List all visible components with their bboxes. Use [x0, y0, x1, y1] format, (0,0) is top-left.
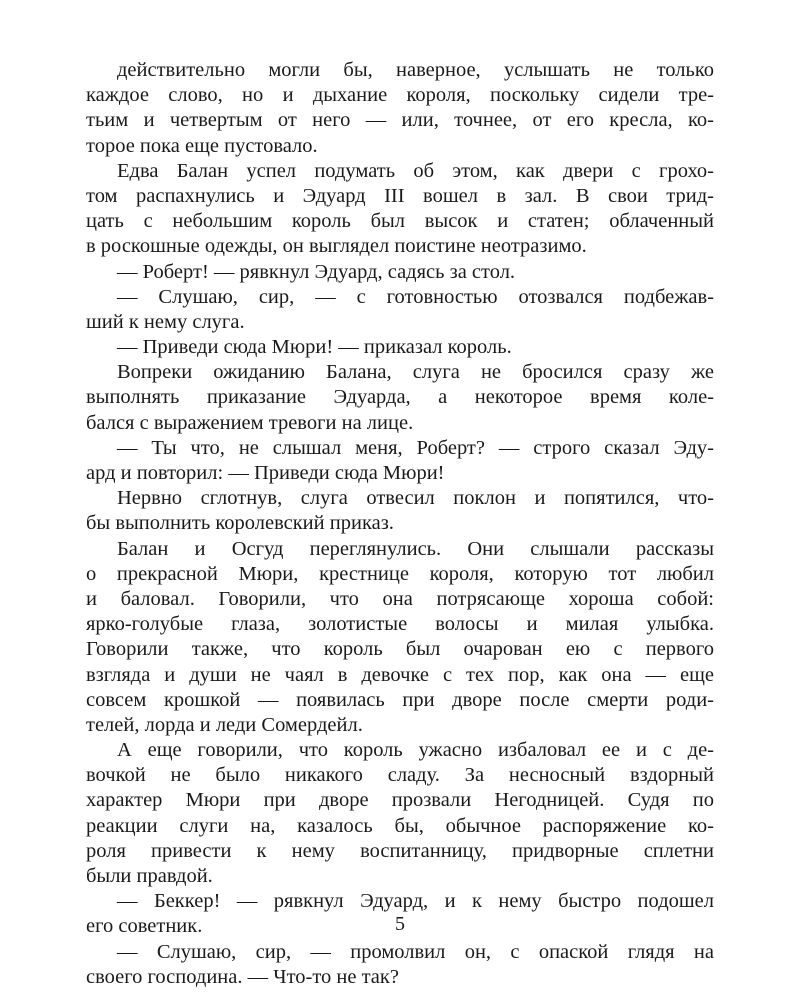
- paragraph: [86, 260, 714, 285]
- text-line: том распахнулись и Эдуард III вошел в зал. В свои трид-: [86, 184, 714, 207]
- page-number: 5: [395, 913, 405, 935]
- text-line: ярко-голубые глаза, золотистые волосы и милая улыбка.: [86, 613, 714, 636]
- text-line: бался с выражением тревоги на лице.: [86, 411, 414, 434]
- text-line: — Приведи сюда Мюри! — приказал король.: [117, 336, 512, 359]
- text-line: роля привести к нему воспитанницу, придворные сплетни: [86, 839, 714, 862]
- text-line: бы выполнить королевский приказ.: [86, 512, 394, 535]
- text-line: — Ты что, не слышал меня, Роберт? — строго сказал Эду-: [117, 436, 714, 459]
- text-line: были правдой.: [86, 865, 213, 887]
- text-line: — Слушаю, сир, — с готовностью отозвался подбежав-: [117, 285, 714, 308]
- paragraph: [86, 58, 714, 159]
- text-line: Нервно сглотнув, слуга отвесил поклон и попятился, что-: [117, 487, 714, 510]
- text-line: взгляда и души не чаял в девочке с тех пор, как она — еще: [86, 663, 714, 686]
- text-line: Балан и Осгуд переглянулись. Они слышали рассказы: [117, 537, 714, 560]
- text-line: Говорили также, что король был очарован ею с первого: [86, 638, 714, 661]
- text-line: — Беккер! — рявкнул Эдуард, и к нему быстро подошел: [117, 890, 714, 913]
- text-line: А еще говорили, что король ужасно избаловал ее и с де-: [117, 739, 714, 762]
- text-line: телей, лорда и леди Сомердейл.: [86, 713, 363, 736]
- text-line: выполнять приказание Эдуарда, а некоторое время коле-: [86, 386, 714, 409]
- text-line: реакции слуги на, казалось бы, обычное распоряжение ко-: [86, 814, 714, 837]
- text-line: Едва Балан успел подумать об этом, как двери с грохо-: [117, 159, 714, 182]
- text-line: характер Мюри при дворе прозвали Негодницей. Судя по: [86, 789, 714, 812]
- paragraph: [86, 436, 714, 486]
- paragraph: [86, 335, 714, 360]
- paragraph: [86, 738, 714, 889]
- text-line: вочкой не было никакого сладу. За несносный вздорный: [86, 764, 714, 787]
- text-line: Вопреки ожиданию Балана, слуга не бросился сразу же: [117, 361, 714, 384]
- text-line: ард и повторил: — Приведи сюда Мюри!: [86, 462, 445, 484]
- text-line: в роскошные одежды, он выглядел поистине неотразимо.: [86, 235, 587, 258]
- paragraph: [86, 537, 714, 739]
- paragraph: [86, 159, 714, 260]
- text-line: каждое слово, но и дыхание короля, поскольку сидели тре-: [86, 84, 714, 107]
- paragraph: [86, 285, 714, 335]
- text-line: о прекрасной Мюри, крестнице короля, которую тот любил: [86, 562, 714, 585]
- text-line: — Роберт! — рявкнул Эдуард, садясь за стол.: [117, 260, 516, 283]
- text-line: ший к нему слуга.: [86, 310, 245, 333]
- text-line: торое пока еще пустовало.: [86, 134, 318, 157]
- paragraph: [86, 940, 714, 990]
- paragraph: [86, 486, 714, 536]
- text-line: действительно могли бы, наверное, услышать не только: [117, 59, 714, 81]
- text-line: совсем крошкой — появилась при дворе после смерти роди-: [86, 688, 714, 711]
- text-line: тьим и четвертым от него — или, точнее, от его кресла, ко-: [86, 109, 714, 132]
- page-body-text: [86, 58, 714, 990]
- text-line: — Слушаю, сир, — промолвил он, с опаской глядя на: [117, 940, 714, 963]
- text-line: его советник.: [86, 915, 203, 938]
- text-line: своего господина. — Что-то не так?: [86, 965, 399, 988]
- text-line: и баловал. Говорили, что она потрясающе хороша собой:: [86, 587, 714, 610]
- paragraph: [86, 360, 714, 436]
- text-line: цать с небольшим король был высок и статен; облаченный: [86, 210, 714, 233]
